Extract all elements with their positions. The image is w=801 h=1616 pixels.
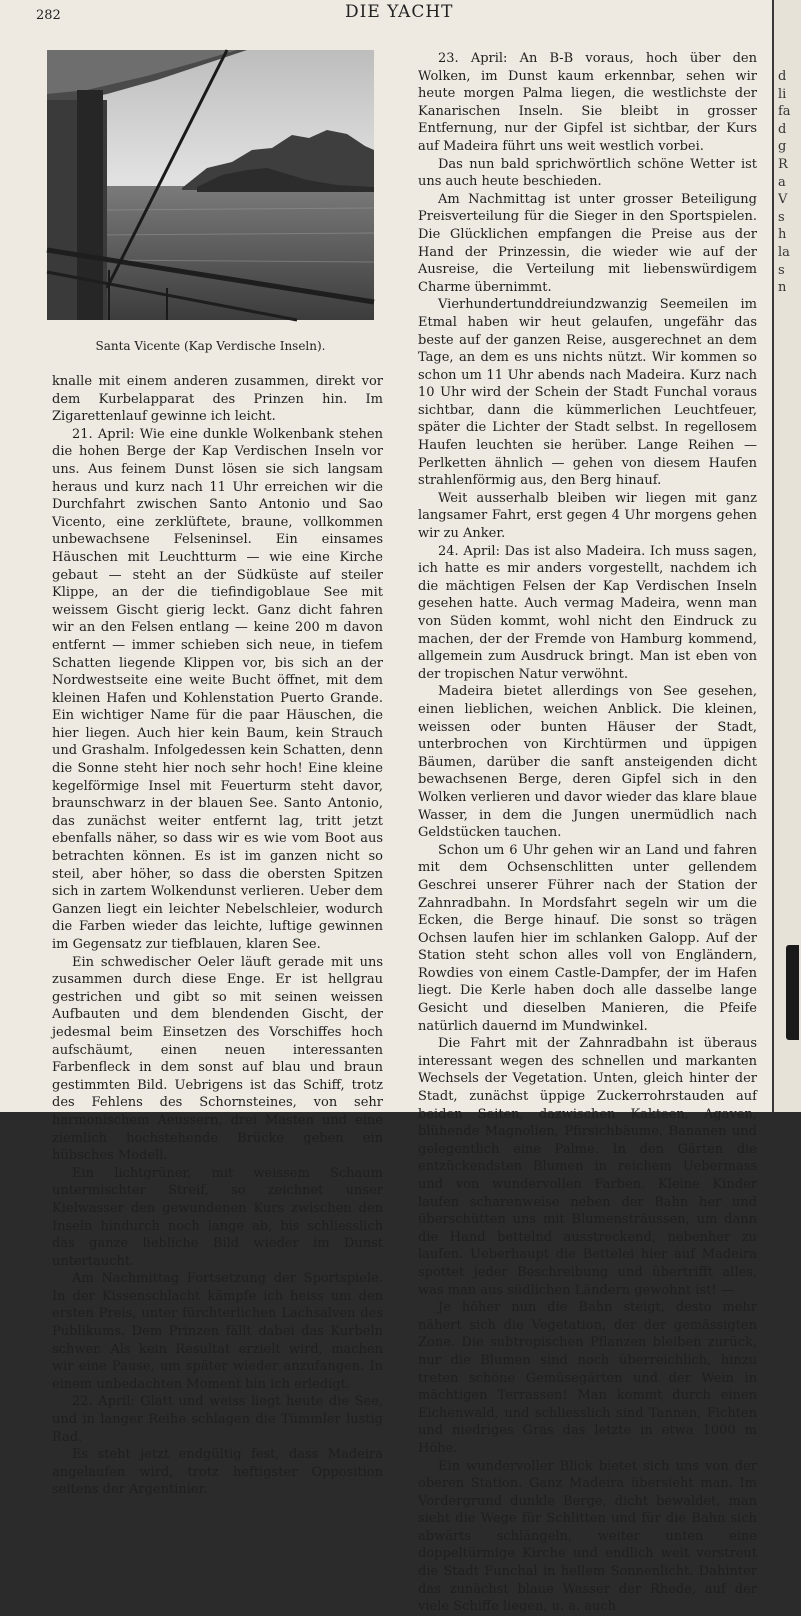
figure-caption: Santa Vicente (Kap Verdische Inseln). (95, 339, 326, 353)
neighbor-letter: fa (778, 104, 791, 120)
photo-illustration (47, 50, 374, 320)
paragraph: Am Nachmittag ist unter grosser Beteiligung Preisverteilung für die Sieger in den Sportspielen. Die Glücklichen empfangen die Preise aus der Hand der Prinzessin, die wieder wie auf der Ausreise, die Verteilung mit liebenswürdigem Charme übernimmt. (418, 191, 757, 295)
paragraph: 23. April: An B-B voraus, hoch über den Wolken, im Dunst kaum erkennbar, sehen wir heute morgen Palma liegen, die westlichste der Kanarischen Inseln. Sie bleibt in grosser Entfernung, nur der Gipfel ist sichtbar, der Kurs auf Madeira führt uns weit westlich vorbei. (418, 51, 757, 154)
paragraph: Je höher nun die Bahn steigt, desto mehr nähert sich die Vegetation, der der gemässigten Zone. Die subtropischen Pflanzen bleiben zurück, nur die Blumen sind noch überreichlich, hinzu treten schöne Gemüsegärten und der Wein in mächtigen Terrassen! Man kommt durch einen Eichenwald, und schliesslich sind Tannen, Fichten und niedriges Gras das letzte in etwa 1000 m Höhe. (418, 1300, 757, 1456)
neighbor-letter: h (778, 227, 787, 243)
paragraph: 21. April: Wie eine dunkle Wolkenbank stehen die hohen Berge der Kap Verdischen Inseln vor uns. Aus feinem Dunst lösen sie sich langsam heraus und kurz nach 11 Uhr erreichen wir die Durchfahrt zwischen Santo Antonio und Sao Vicento, eine zerklüftete, braune, vollkommen unbewachsene Felseninsel. Ein einsames Häuschen mit Leuchtturm — wie eine Kirche gebaut — steht an der Südküste auf steiler Klippe, an der die tiefindigoblaue See mit weissem Gischt gierig leckt. Ganz dicht fahren wir an den Felsen entlang — keine 200 m davon entfernt — immer schieben sich neue, in tiefem Schatten liegende Klippen vor, bis sich an der Nordwestseite eine weite Bucht öffnet, mit dem kleinen Hafen und Kohlenstation Puerto Grande. Ein wichtiger Name für die paar Häuschen, die hier liegen. Auch hier kein Baum, kein Strauch und Grashalm. Infolgedessen kein Schatten, denn die Sonne steht hier noch sehr hoch! Eine kleine kegelförmige Insel mit Feuerturm steht davor, braunschwarz in der blauen See. Santo Antonio, das zunächst weiter entfernt lag, tritt jetzt ebenfalls näher, so dass wir es wie vom Boot aus betrachten können. Es ist im ganzen nicht so steil, aber höher, so dass die obersten Spitzen sich in zartem Wolkendunst verlieren. Ueber dem Ganzen liegt ein leichter Nebelschleier, wodurch die Farben wieder das leichte, luftige gewinnen im Gegensatz zur tiefblauen, klaren See. (52, 426, 383, 952)
paragraph: Madeira bietet allerdings von See gesehen, einen lieblichen, weichen Anblick. Die kleinen, weissen oder bunten Häuser der Stadt, unterbrochen von Kirchtürmen und üppigen Bäumen, darüber die sanft ansteigenden dicht bewachsenen Berge, deren Gipfel sich in den Wolken verlieren und davor wieder das klare blaue Wasser, in dem die Jungen unermüdlich nach Geldstücken tauchen. (418, 684, 757, 841)
paragraph: Am Nachmittag Fortsetzung der Sportspiele. In der Kissenschlacht kämpfe ich heiss um den ersten Preis, unter fürchterlichen Lachsalven des Publikums. Dem Prinzen fällt dabei das Kurbeln schwer. Als kein Resultat erzielt wird, machen wir eine Pause, um später wieder anzufangen. In einem unbedachten Moment bin ich erledigt. (52, 1271, 383, 1392)
neighbor-letter: d (778, 121, 787, 137)
left-text-column (52, 373, 383, 1499)
paragraph: Es steht jetzt endgültig fest, dass Madeira angelaufen wird, trotz heftigster Opposition seitens der Argentinier. (52, 1447, 383, 1498)
page-header (0, 2, 772, 22)
paragraph: knalle mit einem anderen zusammen, direkt vor dem Kurbelapparat des Prinzen hin. Im Zigarettenlauf gewinne ich leicht. (52, 374, 383, 425)
paragraph: Vierhundertunddreiundzwanzig Seemeilen im Etmal haben wir heut gelaufen, ungefähr das beste auf der ganzen Reise, ausgerechnet an dem Tage, an dem es uns nichts nützt. Wir kommen so schon um 11 Uhr abends nach Madeira. Kurz nach 10 Uhr wird der Schein der Stadt Funchal voraus sichtbar, dann die kümmerlichen Leuchtfeuer, später die Lichter der Stadt selbst. In regellosem Haufen leuchten sie herüber. Lange Reihen — Perlketten ähnlich — gehen von diesem Haufen strahlenförmig aus, den Berg hinauf. (418, 297, 757, 489)
paragraph: Die Fahrt mit der Zahnradbahn ist überaus interessant wegen des schnellen und markanten Wechsels der Vegetation. Unten, gleich hinter der Stadt, zunächst üppige Zuckerrohrstauden auf beiden Seiten, dazwischen Kakteen, Agaven, blühende Magnolien, Pfirsichbäume, Bananen und gelegentlich eine Palme. In den Gärten die entzückendsten Blumen in reichem Uebermass und von wundervollen Farben. Kleine Kinder laufen scharenweise neben der Bahn her und überschütten uns mit Blumensträussen, um dann die Hand bettelnd ausstreckend, nebenher zu laufen. Ueberhaupt die Bettelei hier auf Madeira spottet jeder Beschreibung und übertrifft alles, was man aus südlichen Ländern gewohnt ist! — (418, 1036, 757, 1298)
right-text-column (418, 50, 757, 1616)
neighbor-letter: s (778, 262, 785, 278)
paragraph: Weit ausserhalb bleiben wir liegen mit ganz langsamer Fahrt, erst gegen 4 Uhr morgens gehen wir zu Anker. (418, 490, 757, 542)
neighbor-letter: li (778, 86, 787, 102)
neighbor-letter: n (778, 280, 787, 296)
neighbor-letter: V (778, 192, 788, 208)
neighbor-page-text (778, 68, 791, 297)
paragraph: Ein schwedischer Oeler läuft gerade mit uns zusammen durch diese Enge. Er ist hellgrau gestrichen und gibt so mit seinen weissen Aufbauten und dem blendenden Gischt, der jedesmal beim Einsetzen des Vorschiffes hoch aufschäumt, einen neuen interessanten Farbenfleck in dem sonst auf blau und braun gestimmten Bild. Uebrigens ist das Schiff, trotz des Fehlens des Schornsteines, von sehr harmonischem Aeussern, drei Masten und eine ziemlich hochstehende Brücke geben ein hübsches Modell. (52, 954, 383, 1164)
neighbor-letter: a (778, 174, 786, 190)
neighbor-letter: s (778, 209, 785, 225)
paragraph: Das nun bald sprichwörtlich schöne Wetter ist uns auch heute beschieden. (418, 156, 757, 190)
neighbor-letter: d (778, 69, 787, 84)
page-tab-marker (786, 945, 799, 1040)
neighbor-letter: R (778, 156, 788, 172)
running-title: DIE YACHT (345, 2, 454, 22)
paragraph: Schon um 6 Uhr gehen wir an Land und fahren mit dem Ochsenschlitten unter gellendem Geschrei unserer Führer nach der Station der Zahnradbahn. In Mordsfahrt segeln wir um die Ecken, die Berge hinauf. Die sonst so trägen Ochsen laufen hier im schlanken Galopp. Auf der Station steht schon alles voll von Engländern, Rowdies von einem Castle-Dampfer, der im Hafen liegt. Die Kerle haben doch alle dasselbe lange Gesicht und dieselben Manieren, die Pfeife natürlich dauernd im Mundwinkel. (418, 842, 757, 1034)
paragraph: 22. April: Glatt und weiss liegt heute die See, und in langer Reihe schlagen die Tümmler lustig Rad. (52, 1394, 383, 1445)
neighbor-letter: g (778, 139, 787, 155)
neighbor-letter: la (778, 244, 790, 260)
paragraph: Ein lichtgrüner, mit weissem Schaum untermischter Streif, so zeichnet unser Kielwasser den gewundenen Kurs zwischen den Inseln hindurch noch lange ab, bis schliesslich das ganze liebliche Bild wieder im Dunst untertaucht. (52, 1165, 383, 1269)
photo-santa-vicente (47, 50, 374, 320)
paragraph: 24. April: Das ist also Madeira. Ich muss sagen, ich hatte es mir anders vorgestellt, nachdem ich die mächtigen Felsen der Kap Verdischen Inseln gesehen hatte. Auch vermag Madeira, wenn man von Süden kommt, wohl nicht den Eindruck zu machen, der der Fremde von Hamburg kommend, allgemein zum Ausdruck bringt. Man ist eben von der tropischen Natur verwöhnt. (418, 543, 757, 682)
page-number: 282 (36, 8, 61, 23)
paragraph: Ein wundervoller Blick bietet sich uns von der oberen Station. Ganz Madeira übersieht man. Im Vordergrund dunkle Berge, dicht bewaldet, man sieht die Wege für Schlitten und für die Bahn sich abwärts schlängeln, weiter unten eine doppeltürmige Kirche und endlich weit verstreut die Stadt Funchal in hellem Sonnenlicht. Dahinter das zunächst blaue Wasser der Rhede, auf der viele Schiffe liegen, u. a. auch (418, 1458, 757, 1615)
